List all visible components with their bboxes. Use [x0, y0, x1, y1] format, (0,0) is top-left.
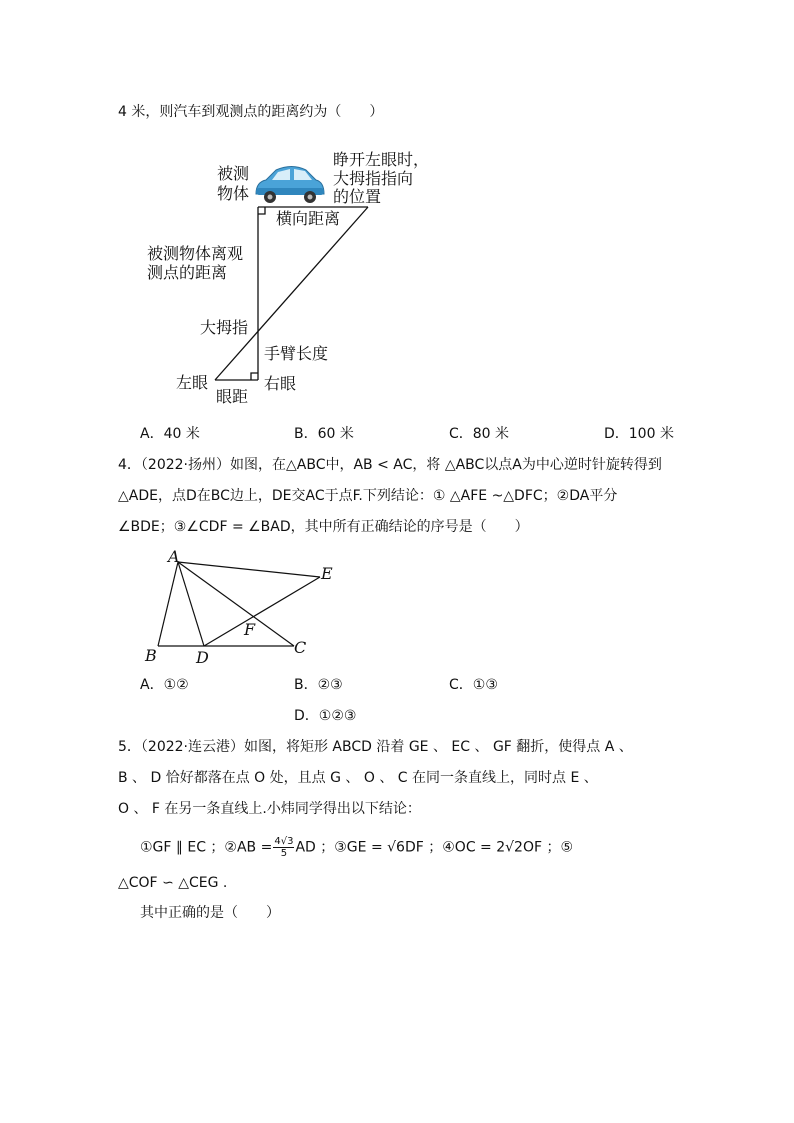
eye-distance-label: 眼距 [216, 387, 249, 406]
q5-conclusions-part-2: AD ；③GE = √6DF ；④OC = 2√2OF ；⑤ [295, 839, 574, 856]
q3-option-b: B．60 米 [294, 426, 354, 442]
q5-conclusions-part-1: ①GF ∥ EC ；②AB = [140, 839, 273, 856]
point-f-label: F [244, 620, 256, 639]
open-eye-label-2: 大拇指指向 [333, 169, 414, 188]
q5-line-5: △COF ∽ △CEG . [118, 875, 228, 891]
segment-ac [178, 562, 294, 646]
q5-conclusions-line [140, 836, 573, 859]
q5-line-1: 5．（2022·连云港）如图，将矩形 ABCD 沿着 GE 、 EC 、 GF 翻折，使得点 A 、 [118, 739, 633, 755]
q5-question: 其中正确的是（ ） [140, 905, 280, 921]
q5-line-3: O 、 F 在另一条直线上.小炜同学得出以下结论： [118, 801, 421, 817]
q4-line-2: △ADE，点D在BC边上，DE交AC于点F.下列结论：① △AFE ~△DFC；②DA平分 [118, 488, 618, 504]
open-eye-label-3: 的位置 [333, 187, 382, 206]
q5-fraction-denominator: 5 [280, 848, 288, 859]
point-c-label: C [294, 638, 307, 657]
object-label-1: 被测 [217, 164, 250, 183]
q4-line-3: ∠BDE；③∠CDF = ∠BAD，其中所有正确结论的序号是（ ） [118, 519, 529, 535]
segment-ae [178, 562, 320, 577]
thumb-label: 大拇指 [200, 318, 249, 337]
q4-option-c: C．①③ [449, 677, 498, 693]
point-b-label: B [145, 646, 157, 665]
open-eye-label-1: 睁开左眼时， [333, 150, 430, 169]
segment-ad [178, 562, 204, 646]
distance-label-2: 测点的距离 [147, 263, 228, 282]
q5-fraction [273, 836, 294, 859]
segment-de [204, 577, 320, 646]
q5-line-2: B 、 D 恰好都落在点 O 处，且点 G 、 O 、 C 在同一条直线上，同时点 E 、 [118, 770, 598, 786]
q4-option-a: A．①② [140, 677, 189, 693]
left-eye-label: 左眼 [176, 373, 209, 392]
q3-option-c: C．80 米 [449, 426, 510, 442]
point-d-label: D [196, 648, 209, 667]
point-e-label: E [321, 564, 333, 583]
segment-ab [158, 562, 178, 646]
lateral-distance-label: 横向距离 [276, 209, 341, 228]
arm-length-label: 手臂长度 [264, 344, 329, 363]
q4-option-b: B．②③ [294, 677, 343, 693]
q3-option-d: D．100 米 [604, 426, 674, 442]
q3-intro: 4 米，则汽车到观测点的距离约为（ ） [118, 104, 384, 120]
point-a-label: A [168, 547, 180, 566]
q4-option-d: D．①②③ [294, 708, 357, 724]
q5-fraction-numerator: 4√3 [274, 836, 294, 847]
q4-line-1: 4．（2022·扬州）如图，在△ABC中，AB < AC，将 △ABC以点A为中心逆时针旋转得到 [118, 457, 662, 473]
distance-label-1: 被测物体离观 [147, 244, 244, 263]
q3-option-a: A．40 米 [140, 426, 200, 442]
object-label-2: 物体 [217, 184, 250, 203]
right-eye-label: 右眼 [264, 374, 297, 393]
